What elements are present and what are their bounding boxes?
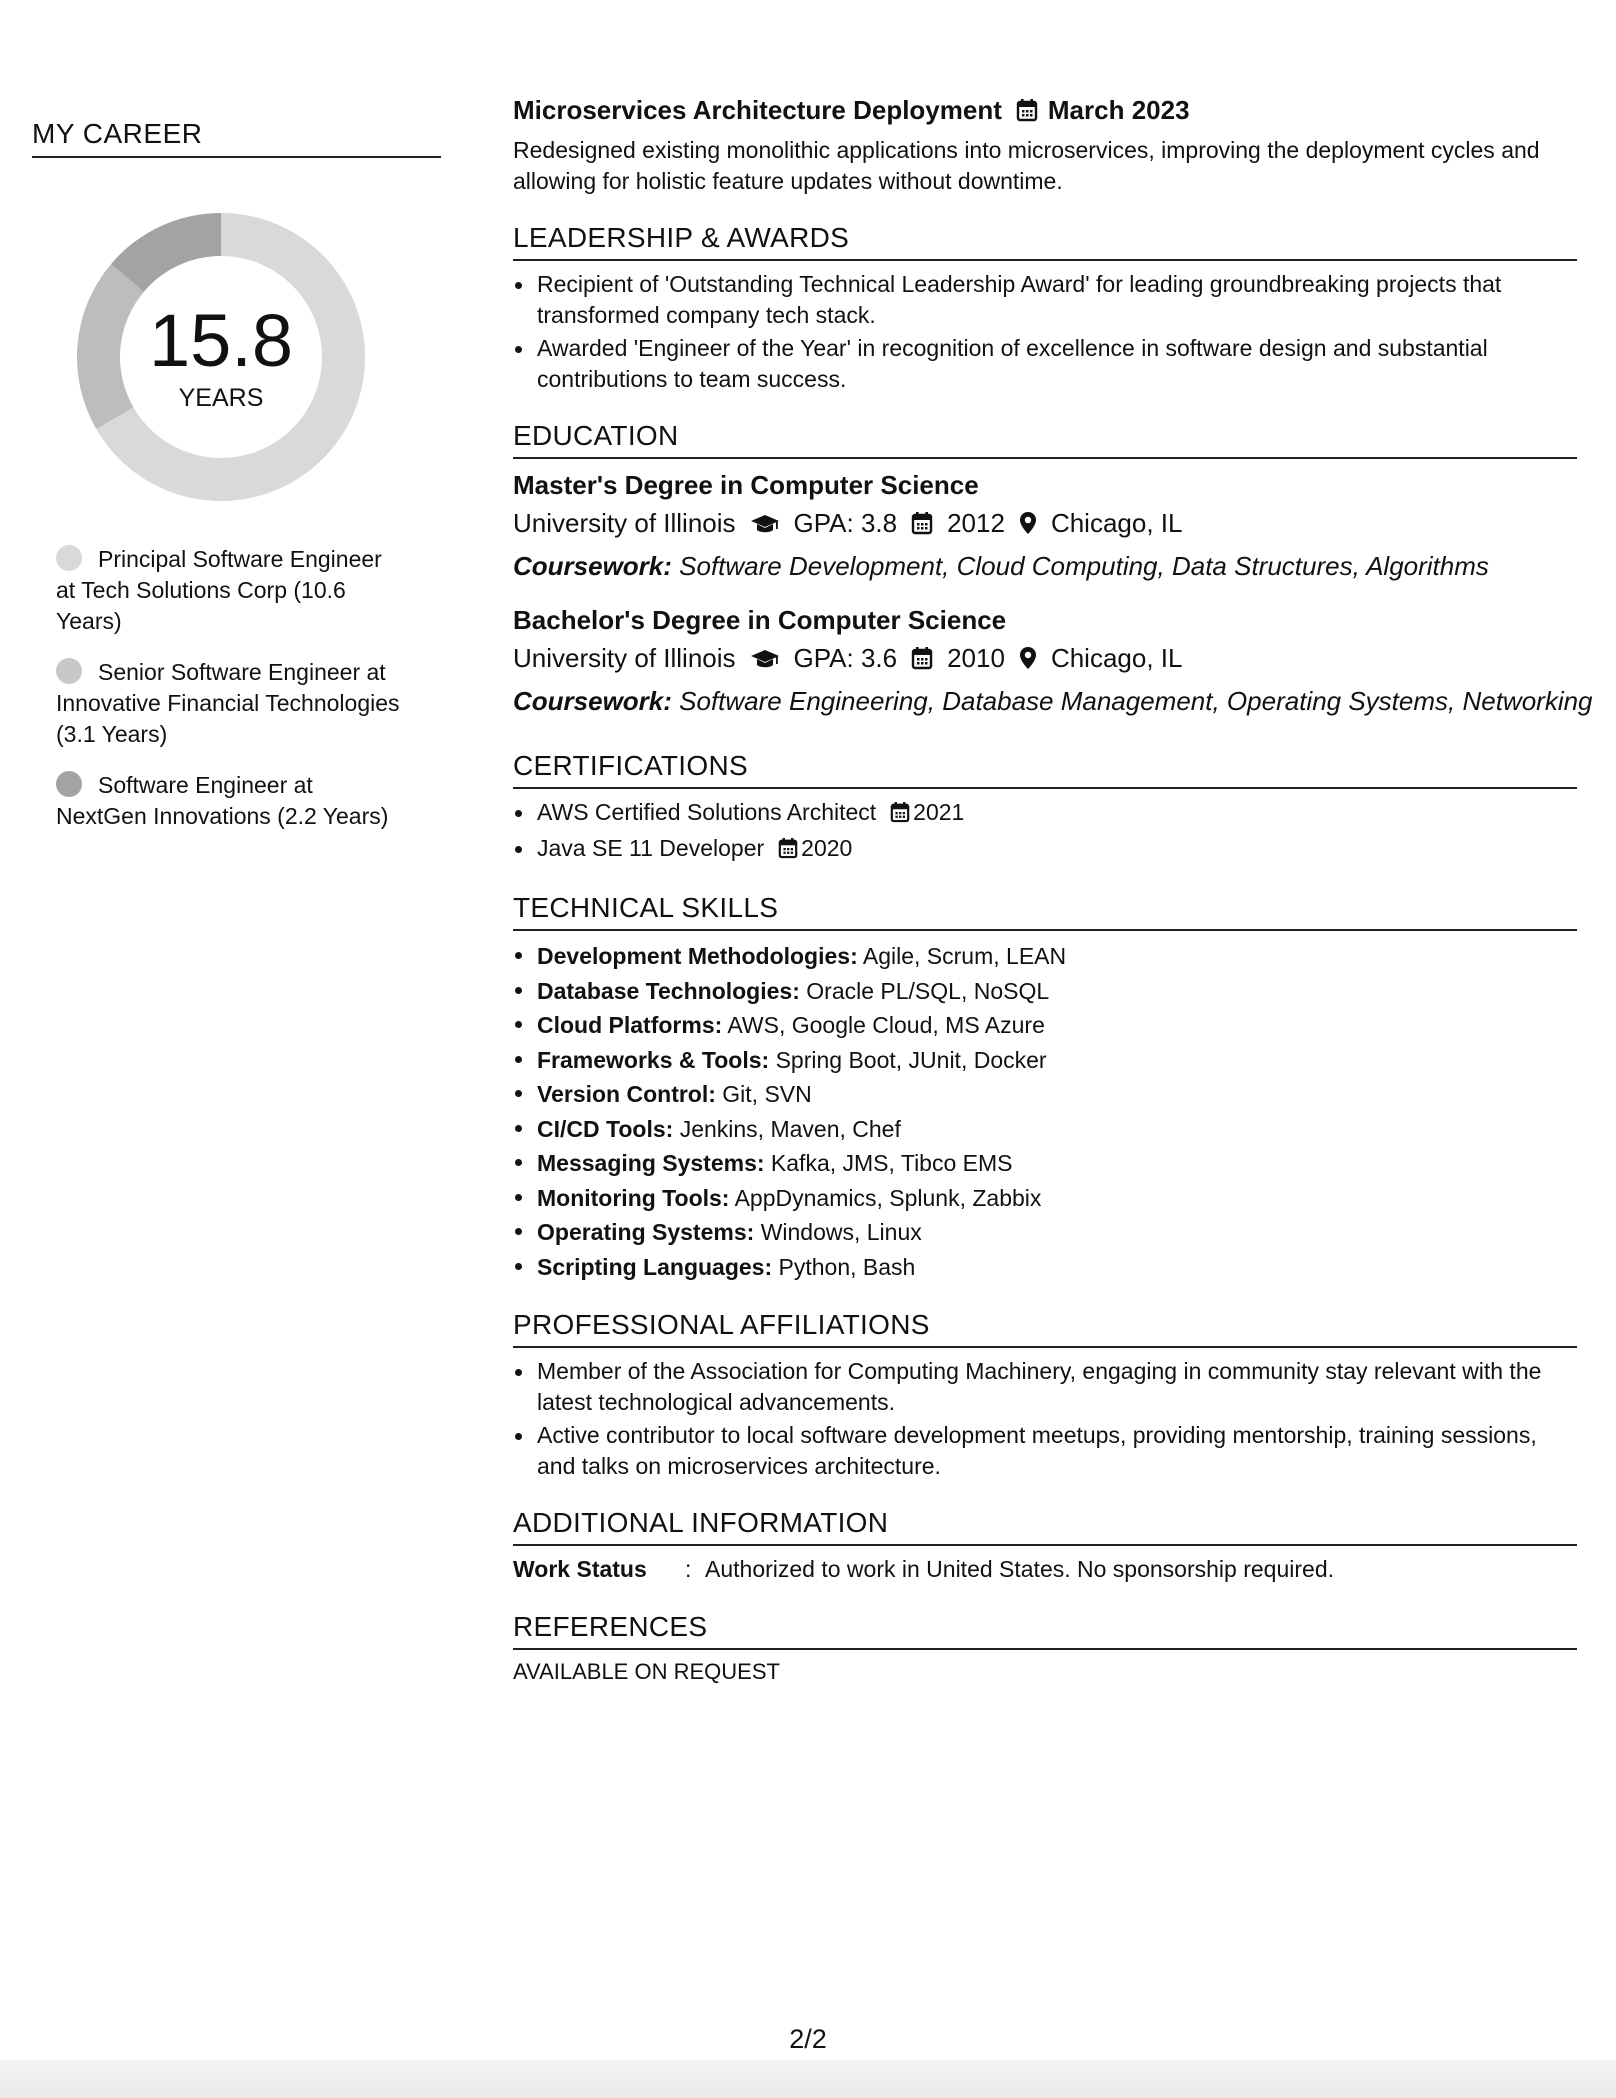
map-pin-icon (1019, 641, 1037, 681)
legend-dot-icon (56, 545, 82, 571)
skill-label: Cloud Platforms: (537, 1012, 723, 1038)
skill-value: AppDynamics, Splunk, Zabbix (734, 1184, 1042, 1211)
graduation-cap-icon (750, 506, 780, 546)
list-item (513, 1077, 1577, 1112)
references-section (513, 1608, 1577, 1688)
affiliations-section (513, 1306, 1577, 1482)
references-title: REFERENCES (513, 1608, 1577, 1650)
skill-value: Git, SVN (722, 1081, 812, 1107)
affiliations-title: PROFESSIONAL AFFILIATIONS (513, 1306, 1577, 1348)
legend-dot-icon (56, 658, 82, 684)
map-pin-icon (1019, 506, 1037, 546)
coursework: Software Development, Cloud Computing, Data Structures, Algorithms (679, 551, 1489, 581)
school-name: University of Illinois (513, 508, 736, 538)
list-item (513, 1043, 1577, 1078)
work-status-row (513, 1552, 1577, 1586)
list-item (513, 1146, 1577, 1181)
leadership-section (513, 219, 1577, 395)
career-title: MY CAREER (32, 118, 441, 158)
skill-value: Kafka, JMS, Tibco EMS (770, 1150, 1013, 1176)
skill-label: CI/CD Tools: (537, 1115, 674, 1142)
calendar-icon (778, 836, 798, 867)
skill-label: Development Methodologies: (537, 943, 858, 969)
certifications-section (513, 747, 1577, 867)
calendar-icon (1016, 95, 1038, 131)
list-item (513, 974, 1577, 1009)
skills-section (513, 889, 1577, 1284)
skill-value: AWS, Google Cloud, MS Azure (727, 1012, 1045, 1038)
graduation-year: 2010 (947, 643, 1005, 673)
legend-item (56, 544, 406, 637)
calendar-icon (890, 800, 910, 831)
cert-name: AWS Certified Solutions Architect (537, 799, 877, 825)
cert-year: 2021 (913, 799, 965, 825)
list-item (513, 1008, 1577, 1043)
skill-value: Oracle PL/SQL, NoSQL (806, 977, 1050, 1004)
legend-item (56, 770, 406, 832)
skill-value: Jenkins, Maven, Chef (679, 1115, 901, 1142)
additional-section (513, 1504, 1577, 1586)
list-item (513, 939, 1577, 974)
graduation-cap-icon (750, 641, 780, 681)
list-item (513, 1215, 1577, 1250)
skill-label: Scripting Languages: (537, 1253, 773, 1280)
legend-label: Senior Software Engineer at Innovative Financial Technologies (3.1 Years) (56, 659, 400, 747)
list-item (513, 797, 1577, 831)
coursework-label: Coursework: (513, 551, 672, 581)
coursework: Software Engineering, Database Management, Operating Systems, Networking (679, 686, 1593, 716)
project-header (513, 92, 1577, 131)
degree-title: Master's Degree in Computer Science (513, 470, 979, 500)
certifications-title: CERTIFICATIONS (513, 747, 1577, 789)
skill-value: Python, Bash (778, 1253, 916, 1280)
career-column (32, 118, 441, 852)
legend-label: Principal Software Engineer at Tech Solutions Corp (10.6 Years) (56, 546, 382, 634)
legend-dot-icon (56, 771, 82, 797)
legend-item (56, 657, 406, 750)
work-status-value: Authorized to work in United States. No sponsorship required. (705, 1556, 1334, 1582)
coursework-label: Coursework: (513, 686, 672, 716)
work-status-label: Work Status (513, 1556, 647, 1582)
list-item: Recipient of 'Outstanding Technical Leadership Award' for leading groundbreaking projects that transformed company tech stack. (513, 269, 1577, 331)
viewer-bottom-bar (0, 2060, 1616, 2098)
skill-value: Agile, Scrum, LEAN (862, 943, 1067, 969)
calendar-icon (911, 506, 933, 546)
main-column (513, 92, 1593, 1688)
skills-title: TECHNICAL SKILLS (513, 889, 1577, 931)
work-status-colon: : (685, 1556, 692, 1582)
legend-label: Software Engineer at NextGen Innovations (2.2 Years) (56, 772, 389, 829)
total-years-unit: YEARS (178, 384, 264, 412)
school-name: University of Illinois (513, 643, 736, 673)
list-item: Active contributor to local software development meetups, providing mentorship, training sessions, and talks on microservices architecture. (513, 1420, 1577, 1482)
education-title: EDUCATION (513, 417, 1577, 459)
career-donut-chart (76, 212, 366, 502)
total-years-value: 15.8 (148, 299, 294, 382)
school-location: Chicago, IL (1050, 643, 1183, 673)
skill-label: Version Control: (537, 1081, 716, 1107)
list-item (513, 833, 1577, 867)
project-description: Redesigned existing monolithic applications into microservices, improving the deployment cycles and allowing for holistic feature updates without downtime. (513, 137, 1540, 194)
gpa: GPA: 3.6 (793, 643, 898, 673)
references-text: AVAILABLE ON REQUEST (513, 1659, 780, 1684)
page-number: 2/2 (789, 2024, 827, 2054)
skill-value: Windows, Linux (760, 1219, 922, 1245)
additional-title: ADDITIONAL INFORMATION (513, 1504, 1577, 1546)
career-legend (56, 544, 406, 832)
education-entry (513, 602, 1593, 721)
skill-label: Operating Systems: (537, 1219, 755, 1245)
degree-title: Bachelor's Degree in Computer Science (513, 605, 1007, 635)
list-item (513, 1181, 1577, 1216)
skill-label: Frameworks & Tools: (537, 1046, 770, 1073)
calendar-icon (911, 641, 933, 681)
skill-value: Spring Boot, JUnit, Docker (775, 1046, 1047, 1073)
list-item: Member of the Association for Computing Machinery, engaging in community stay relevant with the latest technological advancements. (513, 1356, 1577, 1418)
education-entry (513, 467, 1577, 586)
leadership-title: LEADERSHIP & AWARDS (513, 219, 1577, 261)
project-date: March 2023 (1047, 95, 1190, 125)
skill-label: Monitoring Tools: (537, 1184, 730, 1211)
list-item: Awarded 'Engineer of the Year' in recognition of excellence in software design and substantial contributions to team success. (513, 333, 1577, 395)
gpa: GPA: 3.8 (793, 508, 898, 538)
graduation-year: 2012 (947, 508, 1005, 538)
project-title: Microservices Architecture Deployment (513, 95, 1002, 125)
education-section (513, 417, 1593, 721)
skill-label: Database Technologies: (537, 977, 800, 1004)
list-item (513, 1112, 1577, 1147)
list-item (513, 1250, 1577, 1285)
school-location: Chicago, IL (1050, 508, 1183, 538)
cert-year: 2020 (801, 835, 853, 861)
skill-label: Messaging Systems: (537, 1150, 765, 1176)
cert-name: Java SE 11 Developer (537, 835, 765, 861)
